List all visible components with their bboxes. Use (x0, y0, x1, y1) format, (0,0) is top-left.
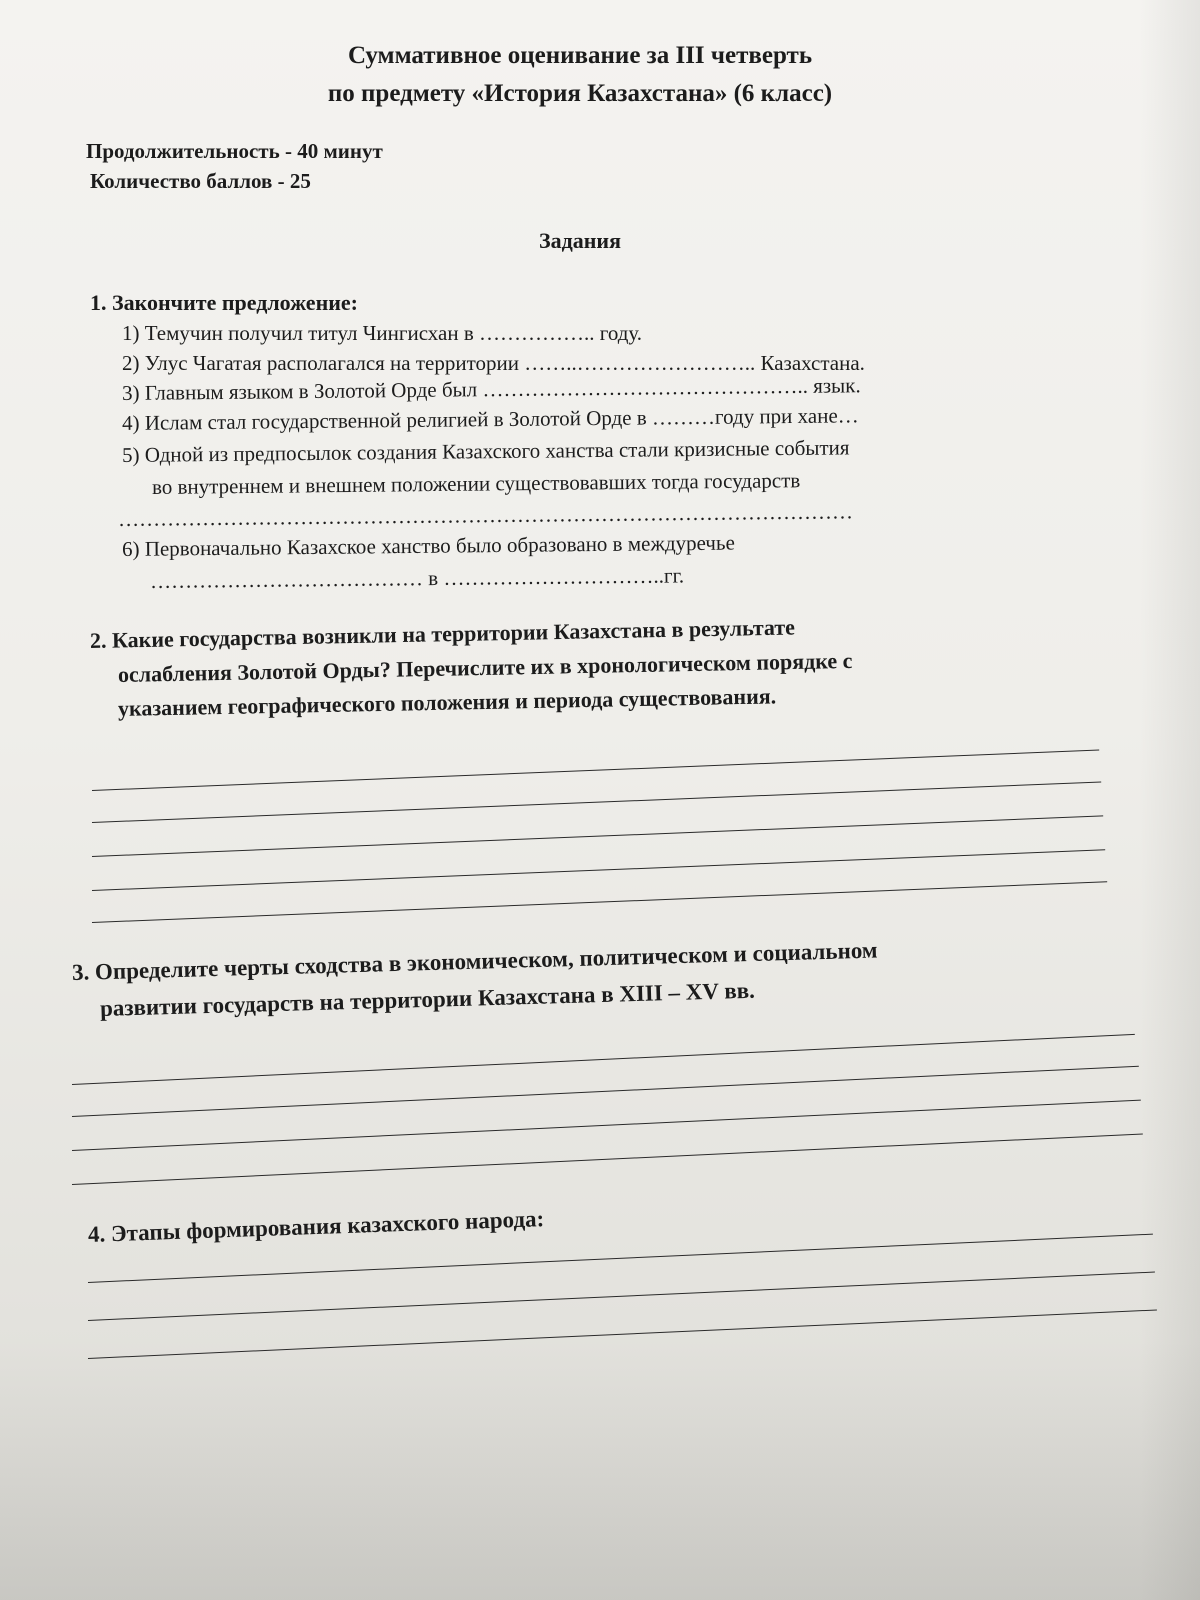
task3-answer-line (72, 1034, 1135, 1085)
task1-item-6: 6) Первоначально Казахское ханство было образовано в междуречье (121, 530, 735, 561)
task2-line-1: 2. Какие государства возникли на территории Казахстана в результате (89, 614, 796, 653)
task1-item-1: 1) Темучин получил титул Чингисхан в …………….. году. (122, 321, 643, 345)
task2-line-3: указанием географического положения и периода существования. (117, 683, 777, 721)
title-line-1: Суммативное оценивание за III четверть (347, 42, 813, 69)
title-line-2: по предмету «История Казахстана» (6 класс) (327, 80, 833, 107)
task1-item-6-blank: ………………………………… в …………………………..гг. (149, 563, 685, 593)
task2-line-2: ослабления Золотой Орды? Перечислите их в хронологическом порядке с (117, 647, 853, 687)
points-text: Количество баллов - 25 (90, 169, 311, 193)
task2-answer-line (92, 815, 1103, 857)
task3-answer-line (72, 1066, 1139, 1117)
task2-answer-line (92, 750, 1099, 791)
task2-answer-line (92, 781, 1101, 823)
task2-answer-line (92, 849, 1105, 891)
task3-answer-line (72, 1100, 1141, 1151)
task1-item-5-blank: …………………………………………………………………………………………… (117, 499, 854, 531)
task1-item-5-cont: во внутреннем и внешнем положении существовавших тогда государств (151, 468, 801, 499)
task2-answer-line (92, 881, 1107, 923)
tasks-heading: Задания (539, 228, 621, 253)
task4-answer-line (88, 1272, 1155, 1321)
task1-item-4: 4) Ислам стал государственной религией в Золотой Орде в ………году при хане… (121, 403, 859, 435)
task3-line-2: развитии государств на территории Казахстана в XIII – XV вв. (99, 977, 756, 1021)
task1-item-3: 3) Главным языком в Золотой Орде был ……………………………………….. язык. (121, 373, 861, 405)
bottom-shadow (0, 1340, 1200, 1600)
task1-title: 1. Закончите предложение: (90, 290, 359, 315)
duration-text: Продолжительность - 40 минут (86, 139, 383, 163)
task1-item-2: 2) Улус Чагатая располагался на территории ……..…………………….. Казахстана. (122, 351, 865, 375)
task3-line-1: 3. Определите черты сходства в экономическом, политическом и социальном (71, 937, 878, 985)
task4-title: 4. Этапы формирования казахского народа: (87, 1206, 545, 1247)
task4-answer-line (88, 1309, 1157, 1359)
task1-item-5: 5) Одной из предпосылок создания Казахского ханства стали кризисные события (121, 435, 850, 467)
task3-answer-line (72, 1134, 1143, 1185)
